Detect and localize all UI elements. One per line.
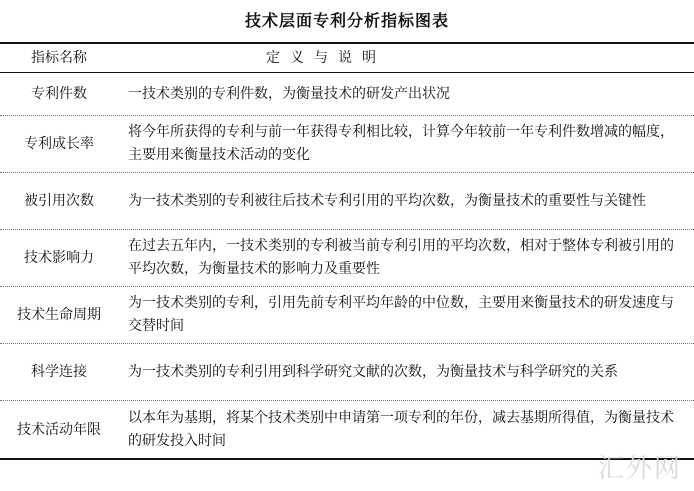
table-bottom-rule — [0, 458, 694, 460]
table-row — [0, 73, 694, 115]
indicator-name: 科学连接 — [31, 364, 87, 380]
page-title: 技术层面专利分析指标图表 — [244, 11, 449, 30]
table-row — [0, 400, 694, 458]
header-definition: 定义与说明 — [266, 49, 386, 66]
table-row — [0, 229, 694, 286]
table-body — [0, 73, 694, 458]
table-row — [0, 115, 694, 172]
table-header-row — [0, 44, 694, 72]
table-row — [0, 172, 694, 229]
indicator-description: 以本年为基期，将某个技术类别中申请第一项专利的年份，减去基期所得值，为衡量技术的研发投入时间 — [128, 409, 674, 449]
header-indicator-name: 指标名称 — [31, 50, 87, 66]
indicator-name: 技术活动年限 — [17, 421, 101, 438]
indicator-name: 专利件数 — [31, 86, 87, 102]
table-row — [0, 343, 694, 400]
indicator-description: 将今年所获得的专利与前一年获得专利相比较，计算今年较前一年专利件数增减的幅度，主要用来衡量技术活动的变化 — [128, 124, 674, 163]
indicator-description: 为一技术类别的专利被往后技术专利引用的平均次数，为衡量技术的重要性与关键性 — [128, 192, 646, 209]
indicator-name: 专利成长率 — [24, 136, 94, 152]
indicator-description: 一技术类别的专利件数，为衡量技术的研发产出状况 — [128, 85, 450, 102]
indicator-name: 技术生命周期 — [17, 307, 101, 323]
indicator-name: 技术影响力 — [24, 250, 94, 266]
watermark-text: 汇外网 — [597, 454, 682, 484]
indicator-description: 在过去五年内，一技术类别的专利被当前专利引用的平均次数，相对于整体专利被引用的平均次数，为衡量技术的影响力及重要性 — [128, 238, 674, 277]
indicator-name: 被引用次数 — [24, 193, 94, 209]
table-row — [0, 286, 694, 343]
indicator-table — [0, 42, 694, 460]
indicator-description: 为一技术类别的专利引用到科学研究文献的次数，为衡量技术与科学研究的关系 — [128, 363, 618, 380]
indicator-description: 为一技术类别的专利，引用先前专利平均年龄的中位数，主要用来衡量技术的研发速度与交替时间 — [128, 295, 674, 334]
